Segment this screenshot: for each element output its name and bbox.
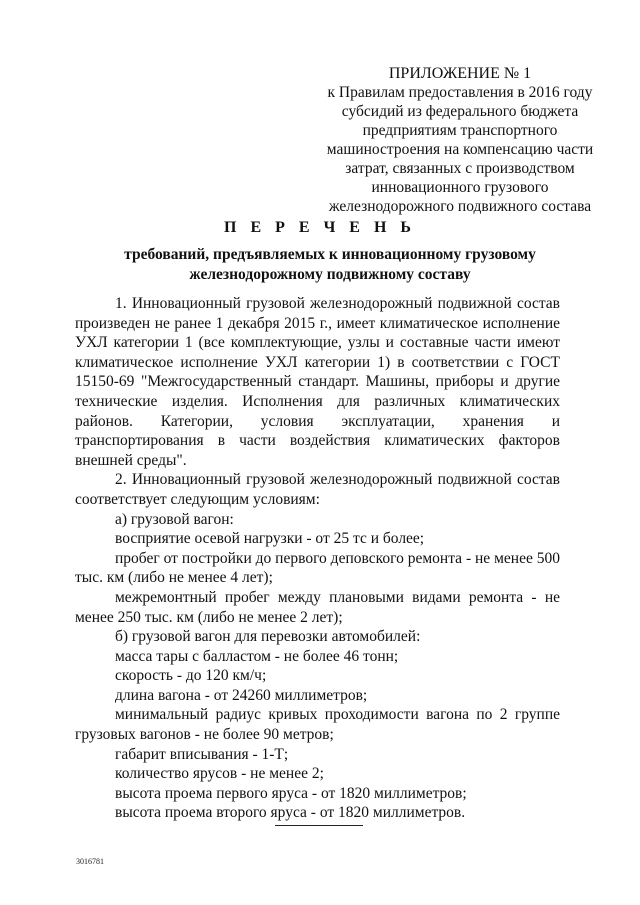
list-heading-b: б) грузовой вагон для перевозки автомобилей: xyxy=(115,628,421,646)
list-item: восприятие осевой нагрузки - от 25 тс и более; xyxy=(115,530,425,548)
subtitle-line: требований, предъявляемых к инновационному грузовому xyxy=(124,246,536,263)
list-item: масса тары с балластом - не более 46 тонн; xyxy=(115,647,399,665)
end-divider xyxy=(275,825,363,826)
list-item: минимальный радиус кривых проходимости вагона по 2 группе грузовых вагонов - не более 90 метров; xyxy=(75,706,560,744)
document-subtitle xyxy=(100,245,560,285)
list-item: межремонтный пробег между плановыми видами ремонта - не менее 250 тыс. км (либо не менее 2 лет); xyxy=(75,588,560,626)
appendix-line: к Правилам предоставления в 2016 году xyxy=(327,84,593,101)
list-heading-a: а) грузовой вагон: xyxy=(115,510,234,528)
list-item: скорость - до 120 км/ч; xyxy=(115,667,267,685)
appendix-line: железнодорожного подвижного состава xyxy=(328,198,592,215)
appendix-line: субсидий из федерального бюджета xyxy=(341,103,579,120)
appendix-line: инновационного грузового xyxy=(371,179,549,196)
list-item: длина вагона - от 24260 миллиметров; xyxy=(115,686,368,704)
list-item: габарит вписывания - 1-Т; xyxy=(115,745,289,763)
paragraph-1: 1. Инновационный грузовой железнодорожный подвижной состав произведен не ранее 1 декабря 2015 г., имеет климатическое исполнение УХЛ категории 1 (все комплектующие, узлы и составные части имеют климатическое исполнение УХЛ категории 1) в соответствии с ГОСТ 15150-69 "Межгосударственный стандарт. Машины, приборы и другие технические изделия. Исполнения для различных климатических районов. Категории, условия эксплуатации, хранения и транспортирования в части воздействия климатических факторов внешней среды". xyxy=(75,295,560,469)
appendix-line: машиностроения на компенсацию части xyxy=(326,141,594,158)
list-item: пробег от постройки до первого деповского ремонта - не менее 500 тыс. км (либо не менее 4 лет); xyxy=(75,549,560,587)
appendix-line: затрат, связанных с производством xyxy=(345,160,575,177)
document-title: П Е Р Е Ч Е Н Ь xyxy=(224,219,416,236)
paragraph-2: 2. Инновационный грузовой железнодорожный подвижной состав соответствует следующим условиям: xyxy=(75,471,560,508)
list-item: высота проема второго яруса - от 1820 миллиметров. xyxy=(115,804,466,822)
document-body xyxy=(75,294,560,823)
list-item: высота проема первого яруса - от 1820 миллиметров; xyxy=(115,784,467,802)
appendix-title: ПРИЛОЖЕНИЕ № 1 xyxy=(388,65,532,82)
subtitle-line: железнодорожному подвижному составу xyxy=(189,266,471,283)
list-item: количество ярусов - не менее 2; xyxy=(115,765,324,783)
appendix-line: предприятиям транспортного xyxy=(362,122,558,139)
appendix-heading xyxy=(300,64,620,216)
document-code: 3016781 xyxy=(76,857,104,866)
